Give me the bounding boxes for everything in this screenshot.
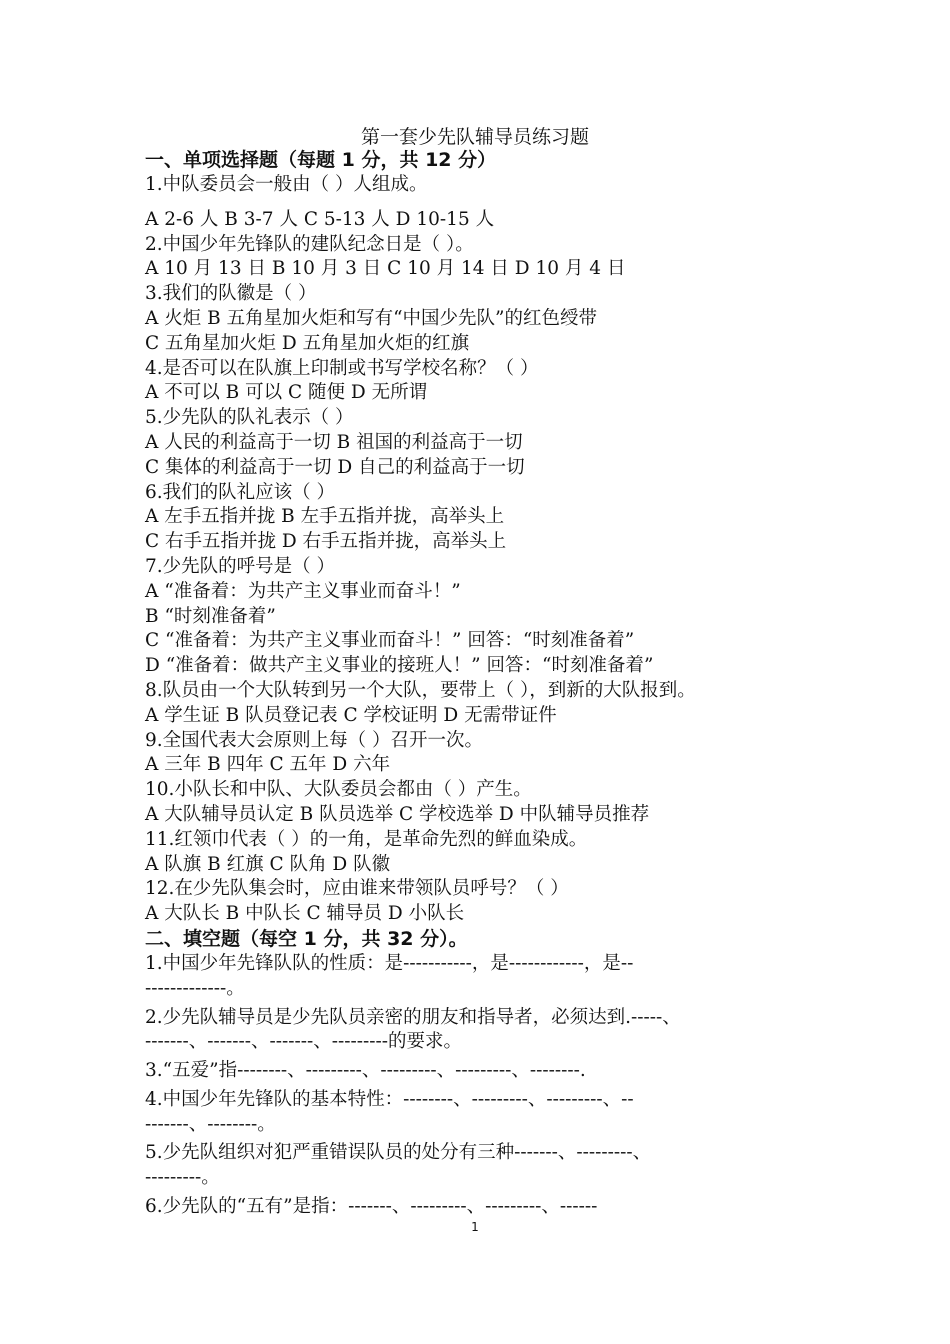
question-line: 11.红领巾代表（ ）的一角，是革命先烈的鲜血染成。 <box>145 828 588 850</box>
section-heading-fill: 二、填空题（每空 1 分，共 32 分）。 <box>145 927 468 950</box>
question-line: 7.少先队的呼号是（ ） <box>145 555 336 577</box>
question-line: A 学生证 B 队员登记表 C 学校证明 D 无需带证件 <box>145 704 557 726</box>
fill-question-line: 5.少先队组织对犯严重错误队员的处分有三种-------、---------、 <box>145 1142 652 1164</box>
question-line: A “准备着：为共产主义事业而奋斗！” <box>145 580 461 602</box>
question-line: A 2-6 人 B 3-7 人 C 5-13 人 D 10-15 人 <box>145 208 495 230</box>
question-line: 4.是否可以在队旗上印制或书写学校名称？（ ） <box>145 357 539 379</box>
page-title: 第一套少先队辅导员练习题 <box>360 126 589 148</box>
spacer <box>145 198 825 208</box>
fill-question <box>145 1006 825 1056</box>
fill-question <box>145 1195 825 1220</box>
fill-question-line: ---------。 <box>145 1167 220 1189</box>
question-line: 10.小队长和中队、大队委员会都由（ ）产生。 <box>145 779 532 801</box>
fill-question <box>145 1088 825 1138</box>
question-line: 9.全国代表大会原则上每（ ）召开一次。 <box>145 729 484 751</box>
fill-question-line: 6.少先队的“五有”是指：-------、---------、---------、------ <box>145 1196 598 1218</box>
question-line: 1.中队委员会一般由（ ）人组成。 <box>145 174 428 195</box>
question-line: A 火炬 B 五角星加火炬和写有“中国少先队”的红色绶带 <box>145 307 598 329</box>
choice-questions <box>145 173 825 927</box>
question-line: D “准备着：做共产主义事业的接班人！” 回答：“时刻准备着” <box>145 655 654 677</box>
question-line: 6.我们的队礼应该（ ） <box>145 481 336 503</box>
fill-question-line: 1.中国少年先锋队队的性质：是-----------，是------------，是-- <box>145 952 634 974</box>
question-line: A 三年 B 四年 C 五年 D 六年 <box>145 754 391 776</box>
question-line: 8.队员由一个大队转到另一个大队，要带上（ ），到新的大队报到。 <box>145 679 696 701</box>
question-line: 3.我们的队徽是（ ） <box>145 283 317 305</box>
question-line: C “准备着：为共产主义事业而奋斗！” 回答：“时刻准备着” <box>145 630 635 652</box>
question-line: A 大队辅导员认定 B 队员选举 C 学校选举 D 中队辅导员推荐 <box>145 803 650 825</box>
question-line: A 不可以 B 可以 C 随便 D 无所谓 <box>145 382 428 404</box>
question-line: A 大队长 B 中队长 C 辅导员 D 小队长 <box>145 903 465 925</box>
question-line: 2.中国少年先锋队的建队纪念日是（ ）。 <box>145 233 474 255</box>
fill-questions <box>145 952 825 1220</box>
question-line: C 集体的利益高于一切 D 自己的利益高于一切 <box>145 456 525 478</box>
section-heading-choice: 一、单项选择题（每题 1 分，共 12 分） <box>145 149 497 171</box>
fill-question-line: -------、-------、-------、---------的要求。 <box>145 1031 463 1053</box>
fill-question-line: -------、--------。 <box>145 1113 276 1135</box>
fill-question <box>145 952 825 1002</box>
question-line: A 人民的利益高于一切 B 祖国的利益高于一切 <box>145 431 523 453</box>
question-line: C 五角星加火炬 D 五角星加火炬的红旗 <box>145 332 470 354</box>
question-line: A 队旗 B 红旗 C 队角 D 队徽 <box>145 853 391 875</box>
exam-content <box>145 148 825 1224</box>
question-line: 5.少先队的队礼表示（ ） <box>145 407 354 429</box>
question-line: A 10 月 13 日 B 10 月 3 日 C 10 月 14 日 D 10 月 4 日 <box>145 258 626 280</box>
question-line: B “时刻准备着” <box>145 605 276 627</box>
fill-question-line: 2.少先队辅导员是少先队员亲密的朋友和指导者，必须达到.-----、 <box>145 1006 681 1028</box>
page-number: 1 <box>471 1220 479 1234</box>
question-line: C 右手五指并拢 D 右手五指并拢，高举头上 <box>145 531 507 553</box>
fill-question-line: -------------。 <box>145 977 245 999</box>
fill-question-line: 4.中国少年先锋队的基本特性：--------、---------、---------、-- <box>145 1088 634 1110</box>
fill-question <box>145 1141 825 1191</box>
fill-question <box>145 1059 825 1084</box>
question-line: A 左手五指并拢 B 左手五指并拢，高举头上 <box>145 506 505 528</box>
fill-question-line: 3.“五爱”指--------、---------、---------、---------、--------. <box>145 1060 586 1082</box>
question-line: 12.在少先队集会时，应由谁来带领队员呼号？（ ） <box>145 878 569 900</box>
